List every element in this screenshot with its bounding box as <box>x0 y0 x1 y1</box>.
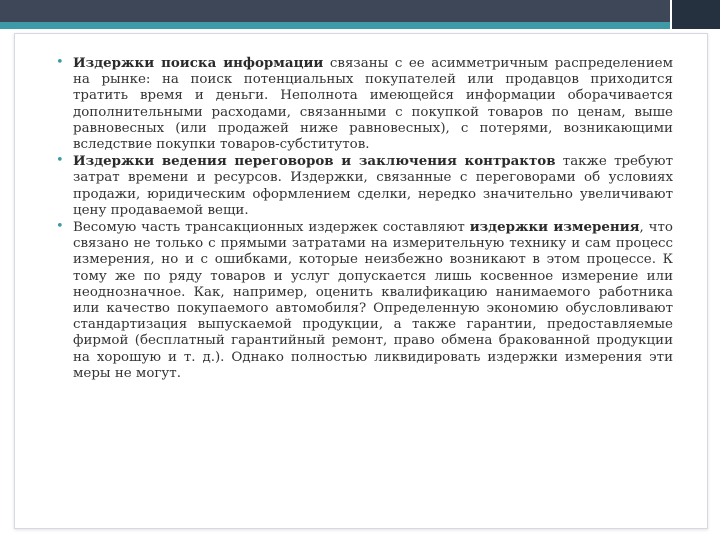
accent-stripe <box>0 22 720 29</box>
paragraph-intro: Весомую часть трансакционных издержек составляют <box>73 220 470 236</box>
bullet-item-negotiation-costs <box>58 153 673 219</box>
paragraph <box>73 56 673 152</box>
bullet-icon: • <box>56 219 64 235</box>
paragraph-text: , что связано не только с прямыми затратами на измерительную технику и сам процесс измерения, но и с ошибками, которые неизбежно возникают в этом процессе. К тому же по ряду товаров и услуг допускается лишь косвенное измерение или неоднозначное. Как, например, оценить квалификацию нанимаемого работника или качество покупаемого автомобиля? Определенную экономию обусловливают стандартизация выпускаемой продукции, а также гарантии, предоставляемые фирмой (бесплатный гарантийный ремонт, право обмена бракованной продукции на хорошую и т. д.). Однако полностью ликвидировать издержки измерения эти меры не могут. <box>73 220 673 381</box>
bold-term: Издержки ведения переговоров и заключения контрактов <box>73 153 556 170</box>
bullet-icon: • <box>56 153 64 169</box>
bullet-icon: • <box>56 55 64 70</box>
slide-content <box>58 55 673 382</box>
paragraph-text: связаны с ее асимметричным распределением на рынке: на поиск потенциальных покупателей или продавцов приходится тратить время и деньги. Неполнота имеющейся информации оборачивается дополнительными расходами, связанными с покупкой товаров по ценам, выше равновесных (или продажей ниже равновесных), с потерями, возникающими вследствие покупки товаров-субститутов. <box>73 56 673 153</box>
corner-block <box>670 0 720 29</box>
bullet-item-search-costs <box>58 55 673 153</box>
bold-term: Издержки поиска информации <box>73 55 324 71</box>
paragraph <box>73 154 673 218</box>
paragraph <box>73 220 673 381</box>
paragraph-text: также требуют затрат времени и ресурсов. Издержки, связанные с переговорами об условиях продажи, юридическим оформлением сделки, нередко значительно увеличивают цену продаваемой вещи. <box>73 154 673 218</box>
bold-term: издержки измерения <box>469 219 640 236</box>
header-bar <box>0 0 720 22</box>
bullet-item-measurement-costs <box>58 219 673 382</box>
